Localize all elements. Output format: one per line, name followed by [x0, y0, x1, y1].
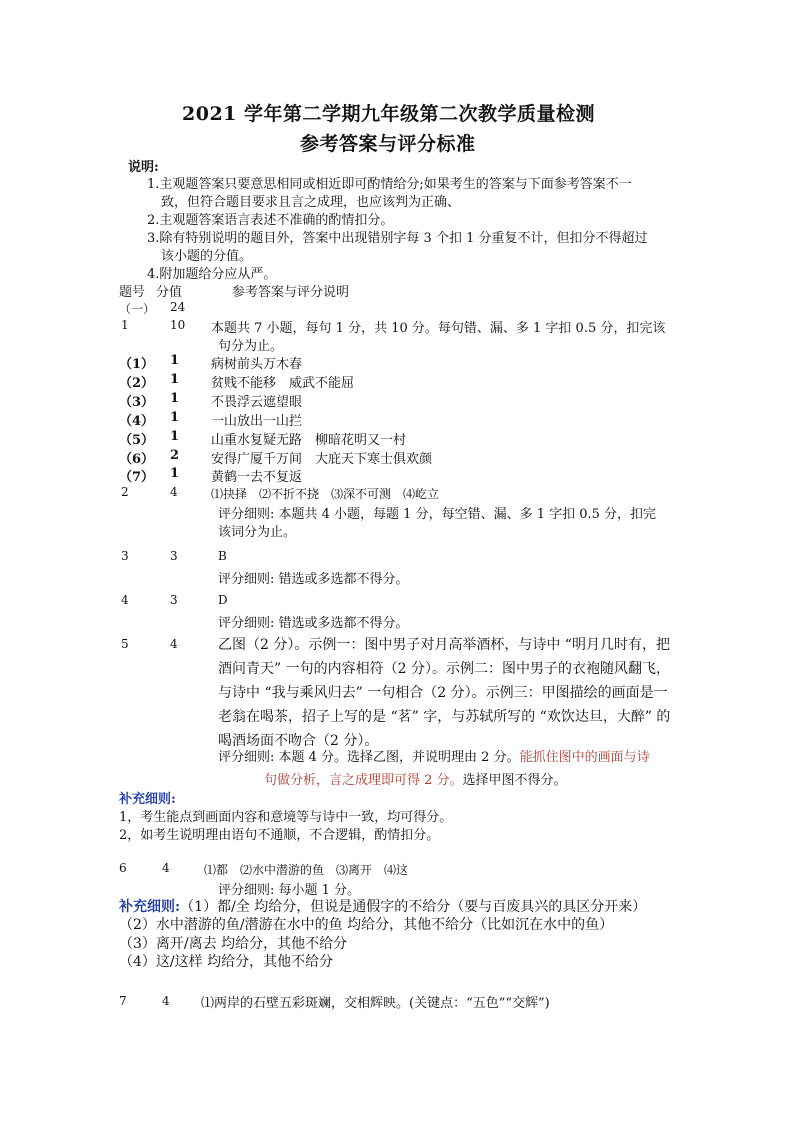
q6-no: 6 — [119, 861, 127, 875]
q1-desc: 本题共 7 小题，每句 1 分，共 10 分。每句错、漏、多 1 字扣 0.5 分，扣完该 — [211, 321, 666, 336]
q3-answer: B — [218, 549, 227, 563]
q1-item-score: 1 — [170, 372, 180, 387]
supplement-line: （2）水中潜游的鱼/潜游在水中的鱼 均给分，其他不给分（比如沉在水中的鱼） — [119, 917, 614, 933]
header-answer: 参考答案与评分说明 — [232, 285, 350, 300]
note-1: 1.主观题答案只要意思相同或相近即可酌情给分;如果考生的答案与下面参考答案不一 — [147, 177, 632, 192]
q3-no: 3 — [121, 549, 129, 563]
q1-item-answer: 安得广厦千万间 大庇天下寒士俱欢颜 — [211, 452, 433, 467]
q1-item-score: 1 — [170, 391, 180, 406]
q4-rule: 评分细则: 错选或多选都不得分。 — [218, 616, 409, 631]
q2-rule: 评分细则: 本题共 4 小题，每题 1 分，每空错、漏、多 1 字扣 0.5 分，扣完 — [218, 507, 657, 522]
section-score: 24 — [170, 300, 186, 314]
q1-item-score: 1 — [170, 410, 180, 425]
q7-score: 4 — [162, 994, 170, 1008]
note-4: 4.附加题给分应从严。 — [147, 267, 277, 282]
q5-rule-text: 选择甲图不得分。 — [462, 773, 567, 788]
q1-item-no: （5） — [119, 433, 155, 448]
q1-item-no: （6） — [119, 452, 155, 467]
supplement-2-line — [119, 896, 646, 916]
q3-rule: 评分细则: 错选或多选都不得分。 — [218, 572, 409, 587]
q1-desc-cont: 句分为止。 — [218, 339, 284, 354]
q1-item-no: （4） — [119, 414, 155, 429]
q1-item-no: （2） — [119, 376, 155, 391]
q3-score: 3 — [170, 549, 178, 563]
supplement-label: 补充细则: — [119, 899, 181, 915]
q1-item-answer: 山重水复疑无路 柳暗花明又一村 — [211, 433, 407, 448]
q1-item-answer: 病树前头万木春 — [211, 357, 303, 372]
header-no: 题号 — [119, 285, 146, 300]
q1-no: 1 — [121, 318, 129, 332]
note-3: 3.除有特别说明的题目外，答案中出现错别字每 3 个扣 1 分重复不计，但扣分不得超过 — [147, 231, 648, 246]
supplement-line: 1，考生能点到画面内容和意境等与诗中一致，均可得分。 — [119, 810, 453, 825]
supplement-text: （1）都/全 均给分，但说是通假字的不给分（要与百废具兴的具区分开来） — [180, 899, 647, 915]
q5-answer-line: 乙图（2 分）。示例一：图中男子对月高举酒杯，与诗中 “明月几时有，把 — [218, 637, 670, 653]
q1-item-no: （7） — [119, 470, 155, 485]
q1-item-score: 1 — [170, 466, 180, 481]
q6-answer: ⑴都 ⑵水中潜游的鱼 ⑶离开 ⑷这 — [204, 863, 409, 877]
q5-rule-cont — [264, 769, 567, 788]
q7-answer: ⑴两岸的石壁五彩斑斓，交相辉映。(关键点：“五色”“交辉”) — [201, 996, 550, 1011]
section-no: （一） — [119, 302, 156, 316]
notes-label: 说明: — [128, 160, 159, 175]
doc-subtitle: 参考答案与评分标准 — [300, 133, 476, 155]
q1-item-answer: 黄鹤一去不复返 — [211, 470, 303, 485]
q7-no: 7 — [119, 994, 127, 1008]
note-3-cont: 该小题的分值。 — [161, 249, 253, 264]
q1-item-answer: 贫贱不能移 威武不能屈 — [211, 376, 355, 391]
q1-item-answer: 不畏浮云遮望眼 — [211, 395, 303, 410]
supplement-label: 补充细则: — [119, 792, 176, 807]
header-score: 分值 — [156, 285, 183, 300]
doc-title: 2021 学年第二学期九年级第二次教学质量检测 — [182, 103, 595, 125]
q2-score: 4 — [170, 485, 178, 499]
q5-answer-line: 与诗中 “我与乘风归去” 一句相合（2 分）。示例三：甲图描绘的画面是一 — [218, 685, 668, 701]
q1-item-score: 1 — [170, 429, 180, 444]
q2-rule-cont: 该词分为止。 — [218, 525, 297, 540]
supplement-line: 2，如考生说明理由语句不通顺，不合逻辑，酌情扣分。 — [119, 828, 440, 843]
q1-item-score: 2 — [170, 448, 180, 463]
note-2: 2.主观题答案语言表述不准确的酌情扣分。 — [147, 213, 394, 228]
q5-rule-highlight: 能抓住图中的画面与诗 — [519, 750, 650, 765]
q1-item-score: 1 — [170, 353, 180, 368]
q5-score: 4 — [170, 637, 178, 651]
note-1-cont: 致，但符合题目要求且言之成理，也应该判为正确、 — [161, 195, 461, 210]
q1-item-answer: 一山放出一山拦 — [211, 414, 303, 429]
q4-score: 3 — [170, 593, 178, 607]
q5-rule — [218, 746, 650, 765]
q6-score: 4 — [162, 861, 170, 875]
q5-no: 5 — [121, 637, 129, 651]
q5-rule-highlight: 句做分析，言之成理即可得 2 分。 — [264, 773, 463, 788]
q1-item-no: （1） — [119, 357, 155, 372]
q6-rule: 评分细则: 每小题 1 分。 — [218, 883, 361, 898]
supplement-line: （3）离开/离去 均给分，其他不给分 — [119, 936, 348, 952]
q5-rule-text: 评分细则: 本题 4 分。选择乙图，并说明理由 2 分。 — [218, 750, 520, 765]
q4-answer: D — [218, 593, 228, 607]
q5-answer-line: 喝酒场面不吻合（2 分）。 — [218, 733, 379, 749]
q1-score: 10 — [170, 318, 186, 332]
q2-no: 2 — [121, 485, 129, 499]
q5-answer-line: 老翁在喝茶，招子上写的是 “茗” 字，与苏轼所写的 “欢饮达旦，大醉” 的 — [218, 709, 671, 725]
q2-answer: ⑴抉择 ⑵不折不挠 ⑶深不可测 ⑷屹立 — [211, 487, 440, 501]
q1-item-no: （3） — [119, 395, 155, 410]
q5-answer-line: 酒问青天” 一句的内容相符（2 分）。示例二：图中男子的衣袍随风翻飞， — [218, 661, 670, 677]
q4-no: 4 — [121, 593, 129, 607]
supplement-line: （4）这/这样 均给分，其他不给分 — [119, 954, 334, 970]
